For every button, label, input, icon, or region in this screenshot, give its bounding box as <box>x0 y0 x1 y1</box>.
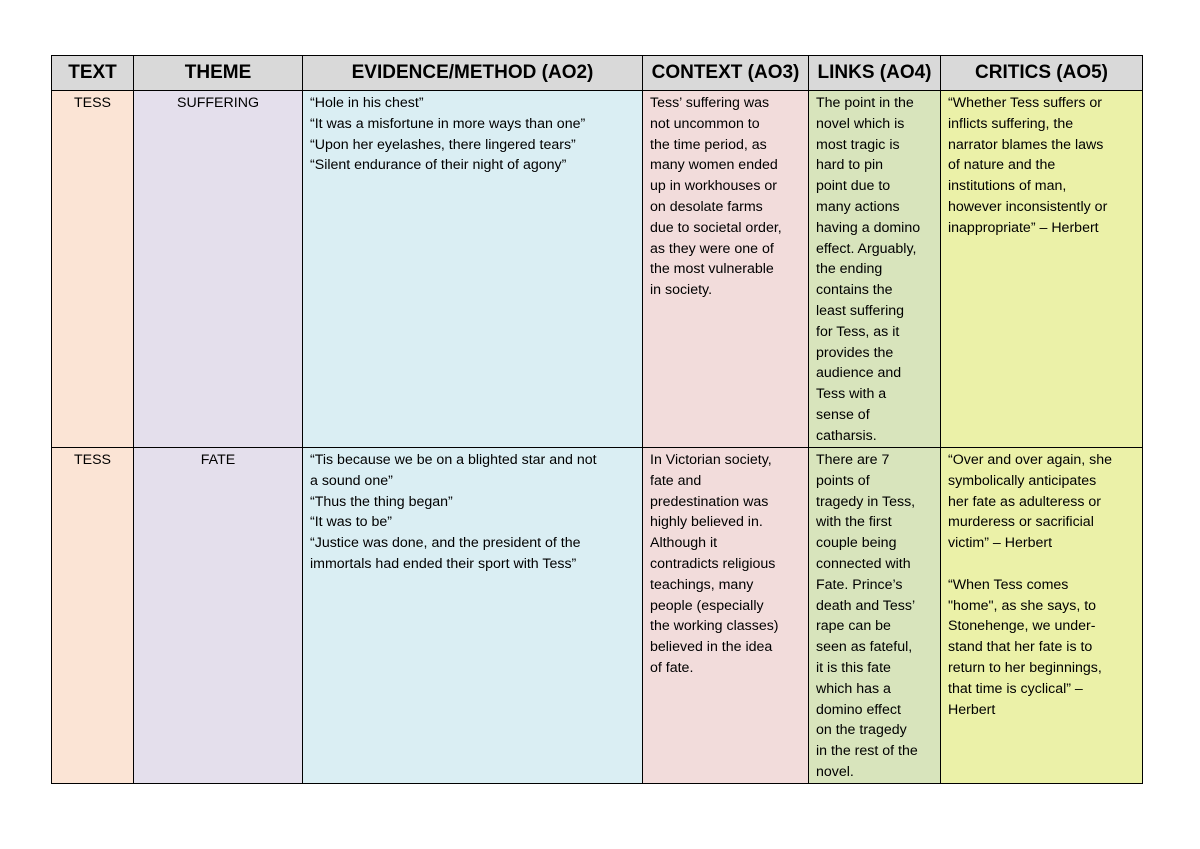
cell-critics <box>941 91 1143 448</box>
context-line: the most vulnerable <box>650 261 774 278</box>
links-line: effect. Arguably, <box>816 240 917 257</box>
critics-line: victim” – Herbert <box>948 535 1053 552</box>
critics-line: institutions of man, <box>948 178 1067 195</box>
links-line: The point in the <box>816 95 914 111</box>
cell-text: TESS <box>52 91 134 448</box>
critics-line: narrator blames the laws <box>948 136 1104 153</box>
links-line: novel. <box>816 763 854 780</box>
context-line: people (especially <box>650 597 764 614</box>
critics-line: Stonehenge, we under- <box>948 618 1096 635</box>
cell-links <box>809 448 941 784</box>
links-line: connected with <box>816 555 911 572</box>
context-line: the time period, as <box>650 136 767 153</box>
cell-context <box>643 91 809 448</box>
links-line: tragedy in Tess, <box>816 493 916 510</box>
critics-line: inflicts suffering, the <box>948 115 1074 132</box>
critics-line: inappropriate” – Herbert <box>948 219 1099 236</box>
critics-line: however inconsistently or <box>948 198 1108 215</box>
critics-line: return to her beginnings, <box>948 659 1102 676</box>
cell-evidence <box>303 91 643 448</box>
context-line: the working classes) <box>650 618 779 635</box>
links-line: Tess with a <box>816 386 887 403</box>
cell-evidence <box>303 448 643 784</box>
header-row <box>52 56 1143 91</box>
critics-line: "home", as she says, to <box>948 597 1097 614</box>
header-links: LINKS (AO4) <box>809 56 941 91</box>
cell-theme: FATE <box>134 448 303 784</box>
evidence-line: “It was a misfortune in more ways than one” <box>310 115 586 132</box>
context-line: up in workhouses or <box>650 178 777 195</box>
evidence-line: immortals had ended their sport with Tess” <box>310 555 577 572</box>
context-line: teachings, many <box>650 576 754 593</box>
links-line: most tragic is <box>816 136 900 153</box>
critics-line: “When Tess comes <box>948 576 1069 593</box>
evidence-line: “It was to be” <box>310 514 393 531</box>
cell-theme: SUFFERING <box>134 91 303 448</box>
evidence-line: “Hole in his chest” <box>310 95 424 111</box>
critics-line: Herbert <box>948 701 996 718</box>
context-line: in society. <box>650 282 713 299</box>
header-critics: CRITICS (AO5) <box>941 56 1143 91</box>
header-evidence: EVIDENCE/METHOD (AO2) <box>303 56 643 91</box>
links-line: couple being <box>816 535 897 552</box>
context-line: fate and <box>650 472 702 489</box>
context-line: believed in the idea <box>650 639 773 656</box>
evidence-line: “Upon her eyelashes, there lingered tears” <box>310 136 576 153</box>
critics-line: of nature and the <box>948 157 1056 174</box>
links-line: for Tess, as it <box>816 323 900 340</box>
links-line: having a domino <box>816 219 921 236</box>
links-line: death and Tess’ <box>816 597 916 614</box>
context-line: predestination was <box>650 493 769 510</box>
evidence-line: “Thus the thing began” <box>310 493 453 510</box>
links-line: audience and <box>816 365 902 382</box>
context-line: highly believed in. <box>650 514 763 531</box>
context-line: on desolate farms <box>650 198 763 215</box>
links-line: sense of <box>816 406 870 423</box>
table-row <box>52 91 1143 448</box>
context-line: contradicts religious <box>650 555 776 572</box>
header-theme: THEME <box>134 56 303 91</box>
critics-line: that time is cyclical” – <box>948 680 1083 697</box>
context-line: of fate. <box>650 659 694 676</box>
context-line: not uncommon to <box>650 115 760 132</box>
cell-critics <box>941 448 1143 784</box>
links-line: novel which is <box>816 115 905 132</box>
links-line: Fate. Prince’s <box>816 576 903 593</box>
critics-line: “Over and over again, she <box>948 452 1113 468</box>
links-line: on the tragedy <box>816 722 907 739</box>
links-line: many actions <box>816 198 900 215</box>
links-line: the ending <box>816 261 883 278</box>
header-text: TEXT <box>52 56 134 91</box>
paragraph-gap <box>948 554 1135 575</box>
links-line: points of <box>816 472 870 489</box>
evidence-line: “Tis because we be on a blighted star and not <box>310 452 597 468</box>
header-context: CONTEXT (AO3) <box>643 56 809 91</box>
context-line: many women ended <box>650 157 778 174</box>
links-line: hard to pin <box>816 157 884 174</box>
critics-line: symbolically anticipates <box>948 472 1097 489</box>
context-line: Tess’ suffering was <box>650 95 770 111</box>
critics-line: murderess or sacrificial <box>948 514 1094 531</box>
context-line: Although it <box>650 535 718 552</box>
critics-line: stand that her fate is to <box>948 639 1093 656</box>
context-line: In Victorian society, <box>650 452 772 468</box>
links-line: point due to <box>816 178 891 195</box>
notes-table <box>51 55 1143 784</box>
links-line: seen as fateful, <box>816 639 913 656</box>
critics-line: “Whether Tess suffers or <box>948 95 1103 111</box>
links-line: rape can be <box>816 618 891 635</box>
links-line: domino effect <box>816 701 901 718</box>
table-row <box>52 448 1143 784</box>
cell-context <box>643 448 809 784</box>
links-line: in the rest of the <box>816 743 918 760</box>
critics-line: her fate as adulteress or <box>948 493 1101 510</box>
links-line: which has a <box>816 680 891 697</box>
links-line: catharsis. <box>816 427 877 444</box>
evidence-line: “Justice was done, and the president of the <box>310 535 581 552</box>
cell-links <box>809 91 941 448</box>
context-line: due to societal order, <box>650 219 782 236</box>
cell-text: TESS <box>52 448 134 784</box>
evidence-line: “Silent endurance of their night of agony” <box>310 157 567 174</box>
links-line: least suffering <box>816 302 905 319</box>
links-line: provides the <box>816 344 894 361</box>
links-line: it is this fate <box>816 659 891 676</box>
links-line: with the first <box>816 514 892 531</box>
evidence-line: a sound one” <box>310 472 393 489</box>
links-line: There are 7 <box>816 452 890 468</box>
links-line: contains the <box>816 282 893 299</box>
context-line: as they were one of <box>650 240 774 257</box>
